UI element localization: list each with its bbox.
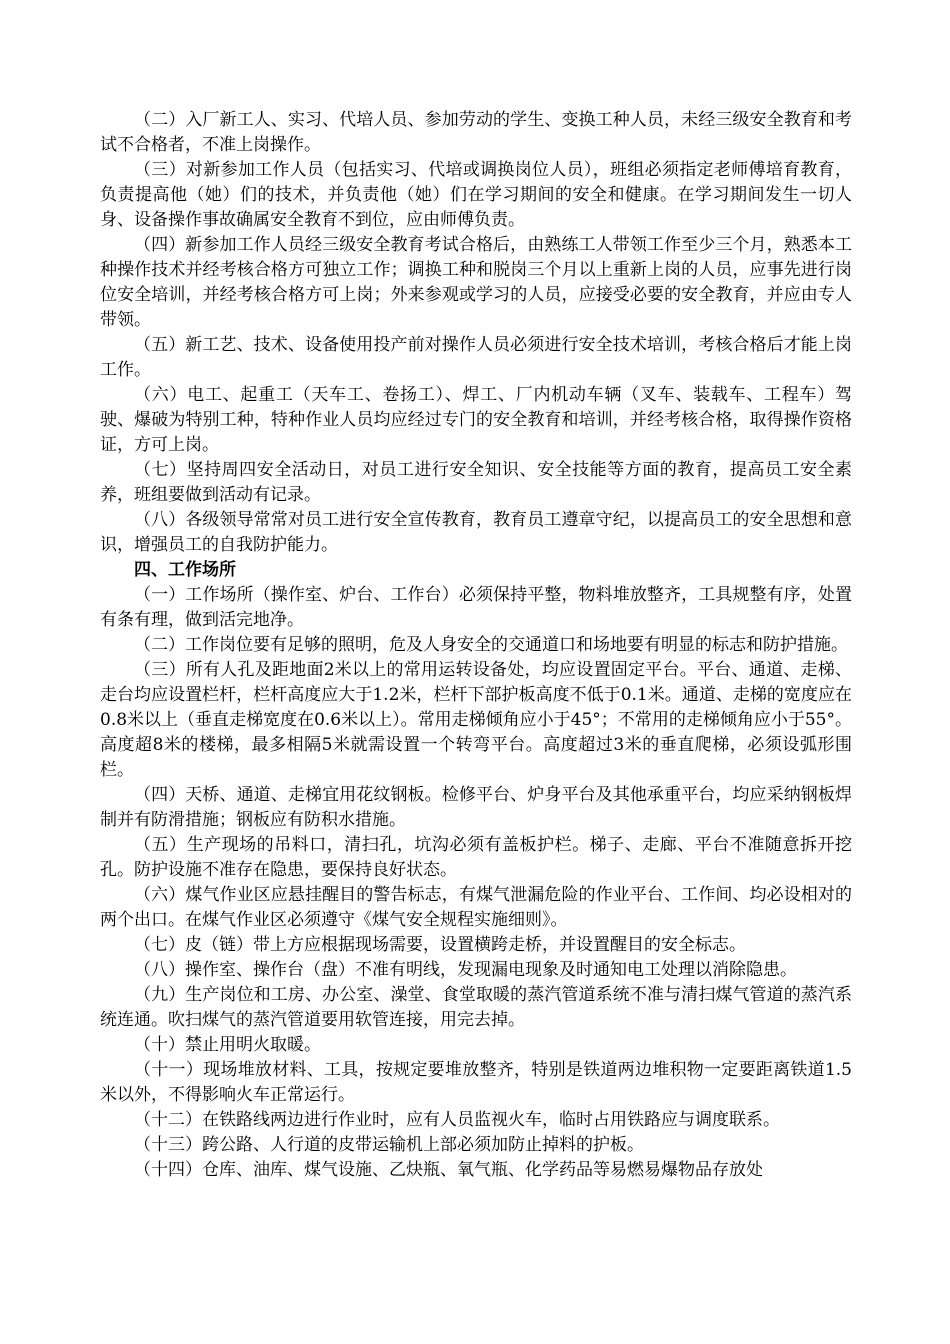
paragraph-4-10: （十）禁止用明火取暖。 [134, 1035, 321, 1055]
paragraph-4-11: （十一）现场堆放材料、工具，按规定要堆放整齐，特别是铁道两边堆积物一定要距离铁道1.5米以外，不得影响火车正常运行。 [100, 1060, 852, 1105]
paragraph-4-7: （七）皮（链）带上方应根据现场需要，设置横跨走桥，并设置醒目的安全标志。 [134, 935, 746, 955]
section-heading-workplace: 四、工作场所 [134, 560, 236, 580]
paragraph-3-5: （五）新工艺、技术、设备使用投产前对操作人员必须进行安全技术培训，考核合格后才能上岗工作。 [100, 335, 852, 380]
paragraph-3-2: （二）入厂新工人、实习、代培人员、参加劳动的学生、变换工种人员，未经三级安全教育和考试不合格者，不准上岗操作。 [100, 110, 852, 155]
paragraph-4-13: （十三）跨公路、人行道的皮带运输机上部必须加防止掉料的护板。 [134, 1135, 644, 1155]
paragraph-4-4: （四）天桥、通道、走梯宜用花纹钢板。检修平台、炉身平台及其他承重平台，均应采纳钢板焊制并有防滑措施；钢板应有防积水措施。 [100, 785, 852, 830]
paragraph-4-2: （二）工作岗位要有足够的照明，危及人身安全的交通道口和场地要有明显的标志和防护措施。 [134, 635, 848, 655]
paragraph-3-3: （三）对新参加工作人员（包括实习、代培或调换岗位人员），班组必须指定老师傅培育教育，负责提高他（她）们的技术，并负责他（她）们在学习期间的安全和健康。在学习期间发生一切人身、设备操作事故确属安全教育不到位，应由师傅负责。 [100, 160, 852, 230]
paragraph-4-14: （十四）仓库、油库、煤气设施、乙炔瓶、氧气瓶、化学药品等易燃易爆物品存放处 [134, 1160, 763, 1180]
paragraph-4-3: （三）所有人孔及距地面2米以上的常用运转设备处，均应设置固定平台。平台、通道、走梯、走台均应设置栏杆，栏杆高度应大于1.2米，栏杆下部护板高度不低于0.1米。通道、走梯的宽度应在0.8米以上（垂直走梯宽度在0.6米以上）。常用走梯倾角应小于45°；不常用的走梯倾角应小于55°。高度超8米的楼梯，最多相隔5米就需设置一个转弯平台。高度超过3米的垂直爬梯，必须设弧形围栏。 [100, 660, 852, 780]
paragraph-3-7: （七）坚持周四安全活动日，对员工进行安全知识、安全技能等方面的教育，提高员工安全素养，班组要做到活动有记录。 [100, 460, 852, 505]
paragraph-4-1: （一）工作场所（操作室、炉台、工作台）必须保持平整，物料堆放整齐，工具规整有序，处置有条有理，做到活完地净。 [100, 585, 852, 630]
paragraph-4-6: （六）煤气作业区应悬挂醒目的警告标志，有煤气泄漏危险的作业平台、工作间、均必设相对的两个出口。在煤气作业区必须遵守《煤气安全规程实施细则》。 [100, 885, 852, 930]
paragraph-3-4: （四）新参加工作人员经三级安全教育考试合格后，由熟练工人带领工作至少三个月，熟悉本工种操作技术并经考核合格方可独立工作；调换工种和脱岗三个月以上重新上岗的人员，应事先进行岗位安全培训，并经考核合格方可上岗；外来参观或学习的人员，应接受必要的安全教育，并应由专人带领。 [100, 235, 852, 330]
paragraph-3-6: （六）电工、起重工（天车工、卷扬工）、焊工、厂内机动车辆（叉车、装载车、工程车）驾驶、爆破为特别工种，特种作业人员均应经过专门的安全教育和培训，并经考核合格，取得操作资格证，方可上岗。 [100, 385, 852, 455]
paragraph-4-9: （九）生产岗位和工房、办公室、澡堂、食堂取暖的蒸汽管道系统不准与清扫煤气管道的蒸汽系统连通。吹扫煤气的蒸汽管道要用软管连接，用完去掉。 [100, 985, 852, 1030]
paragraph-4-5: （五）生产现场的吊料口，清扫孔，坑沟必须有盖板护栏。梯子、走廊、平台不准随意拆开挖孔。防护设施不准存在隐患，要保持良好状态。 [100, 835, 852, 880]
document-page [100, 108, 852, 1183]
paragraph-3-8: （八）各级领导常常对员工进行安全宣传教育，教育员工遵章守纪，以提高员工的安全思想和意识，增强员工的自我防护能力。 [100, 510, 852, 555]
paragraph-4-12: （十二）在铁路线两边进行作业时，应有人员监视火车，临时占用铁路应与调度联系。 [134, 1110, 780, 1130]
paragraph-4-8: （八）操作室、操作台（盘）不准有明线，发现漏电现象及时通知电工处理以消除隐患。 [134, 960, 797, 980]
